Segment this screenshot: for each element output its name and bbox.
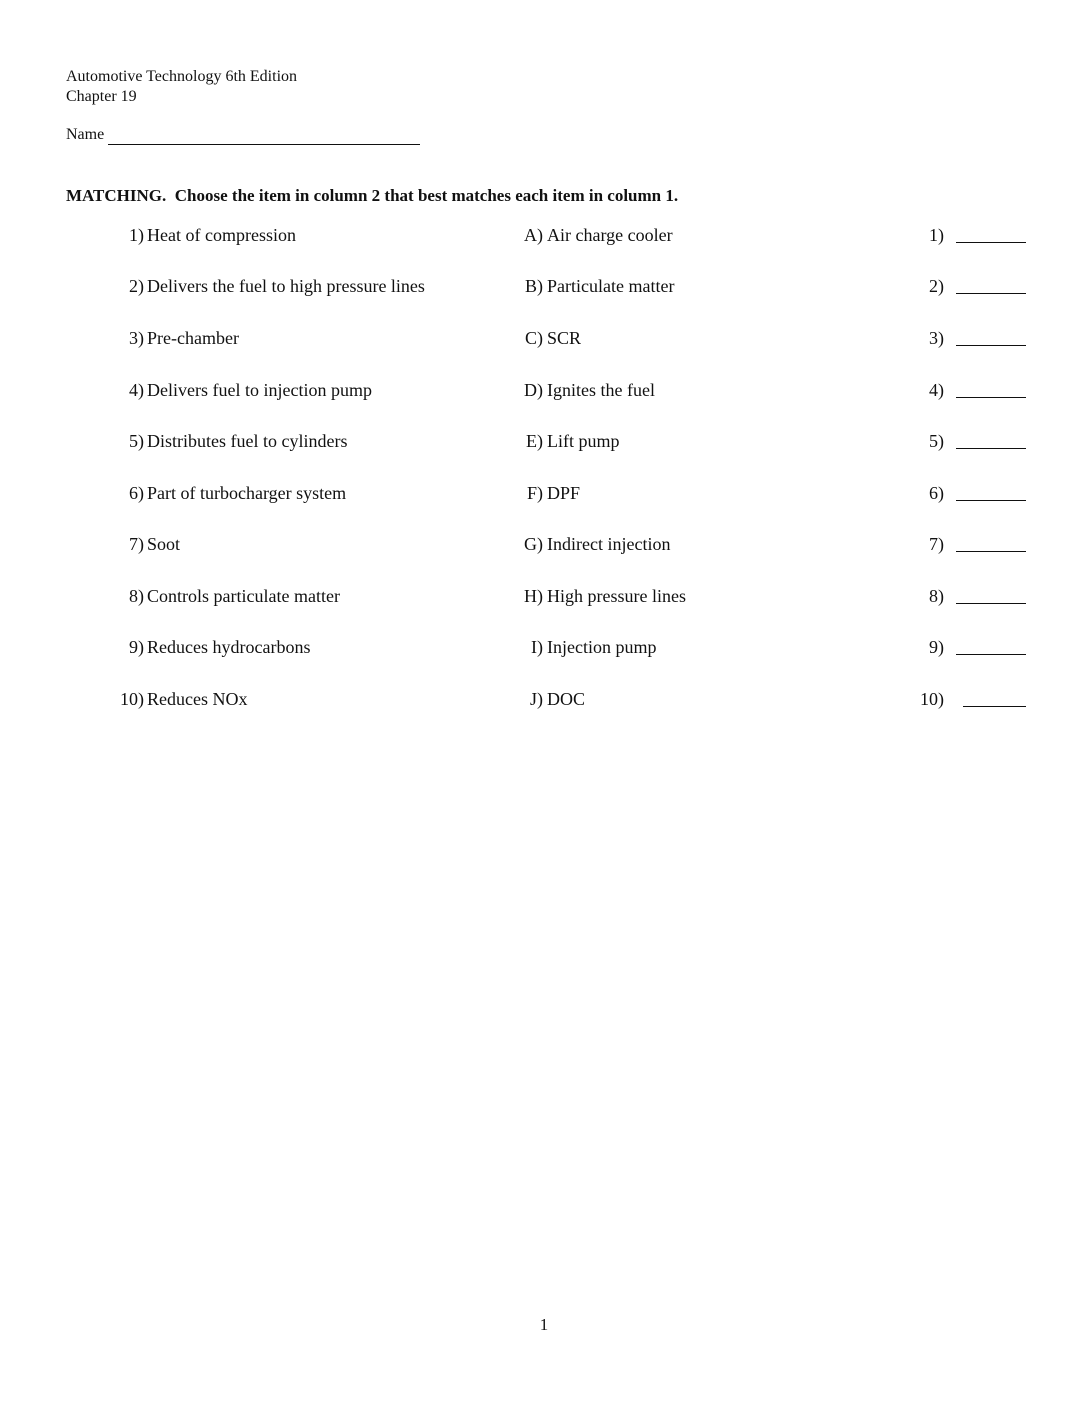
match-option: Injection pump xyxy=(547,637,657,657)
match-letter: E) xyxy=(526,431,543,451)
answer-blank[interactable] xyxy=(956,293,1026,294)
match-letter: G) xyxy=(524,534,543,554)
answer-blank[interactable] xyxy=(956,603,1026,604)
question-term: Heat of compression xyxy=(147,225,296,245)
answer-blank[interactable] xyxy=(956,654,1026,655)
answer-label: 10) xyxy=(920,689,944,709)
question-term: Controls particulate matter xyxy=(147,586,340,606)
answer-label: 8) xyxy=(929,586,944,606)
name-field-line[interactable] xyxy=(108,144,420,145)
match-letter: B) xyxy=(525,276,543,296)
question-row xyxy=(0,634,1088,660)
question-number: 1) xyxy=(129,225,144,245)
answer-label: 1) xyxy=(929,225,944,245)
answer-blank[interactable] xyxy=(963,706,1026,707)
question-number: 2) xyxy=(129,276,144,296)
match-letter: A) xyxy=(524,225,543,245)
question-term: Pre-chamber xyxy=(147,328,239,348)
answer-label: 4) xyxy=(929,380,944,400)
answer-label: 5) xyxy=(929,431,944,451)
page-number: 1 xyxy=(539,1315,549,1334)
match-letter: D) xyxy=(524,380,543,400)
question-term: Part of turbocharger system xyxy=(147,483,347,503)
match-option: Indirect injection xyxy=(547,534,671,554)
question-number: 9) xyxy=(129,637,144,657)
match-letter: I) xyxy=(531,637,543,657)
answer-blank[interactable] xyxy=(956,345,1026,346)
match-option: High pressure lines xyxy=(547,586,686,606)
match-option: DOC xyxy=(547,689,586,709)
question-term: Reduces hydrocarbons xyxy=(147,637,311,657)
question-number: 10) xyxy=(120,689,144,709)
match-letter: F) xyxy=(526,483,543,503)
question-row xyxy=(0,428,1088,454)
question-row xyxy=(0,583,1088,609)
question-number: 4) xyxy=(129,380,144,400)
question-term: Reduces NOx xyxy=(147,689,248,709)
question-row xyxy=(0,686,1088,712)
answer-label: 3) xyxy=(929,328,944,348)
answer-label: 7) xyxy=(929,534,944,554)
answer-blank[interactable] xyxy=(956,448,1026,449)
answer-blank[interactable] xyxy=(956,500,1026,501)
question-number: 6) xyxy=(129,483,144,503)
match-letter: H) xyxy=(524,586,543,606)
question-number: 3) xyxy=(129,328,144,348)
question-number: 5) xyxy=(129,431,144,451)
question-row xyxy=(0,325,1088,351)
question-row xyxy=(0,273,1088,299)
question-row xyxy=(0,377,1088,403)
match-option: Lift pump xyxy=(547,431,620,451)
match-option: SCR xyxy=(547,328,582,348)
match-letter: C) xyxy=(525,328,543,348)
course-title: Automotive Technology 6th Edition xyxy=(66,68,298,85)
answer-blank[interactable] xyxy=(956,242,1026,243)
match-option: Ignites the fuel xyxy=(547,380,655,400)
answer-blank[interactable] xyxy=(956,551,1026,552)
question-term: Soot xyxy=(147,534,181,554)
question-row xyxy=(0,480,1088,506)
question-term: Delivers fuel to injection pump xyxy=(147,380,372,400)
question-row xyxy=(0,531,1088,557)
question-term: Delivers the fuel to high pressure lines xyxy=(147,276,425,296)
match-option: Particulate matter xyxy=(547,276,675,296)
answer-label: 2) xyxy=(929,276,944,296)
match-option: Air charge cooler xyxy=(547,225,673,245)
question-term: Distributes fuel to cylinders xyxy=(147,431,348,451)
answer-label: 6) xyxy=(929,483,944,503)
question-number: 8) xyxy=(129,586,144,606)
answer-blank[interactable] xyxy=(956,397,1026,398)
question-row xyxy=(0,222,1088,248)
name-label: Name xyxy=(66,126,105,143)
match-option: DPF xyxy=(547,483,581,503)
matching-instructions: MATCHING. Choose the item in column 2 that best matches each item in column 1. xyxy=(66,186,679,205)
question-number: 7) xyxy=(129,534,144,554)
match-letter: J) xyxy=(530,689,543,709)
answer-label: 9) xyxy=(929,637,944,657)
chapter-label: Chapter 19 xyxy=(66,88,137,105)
